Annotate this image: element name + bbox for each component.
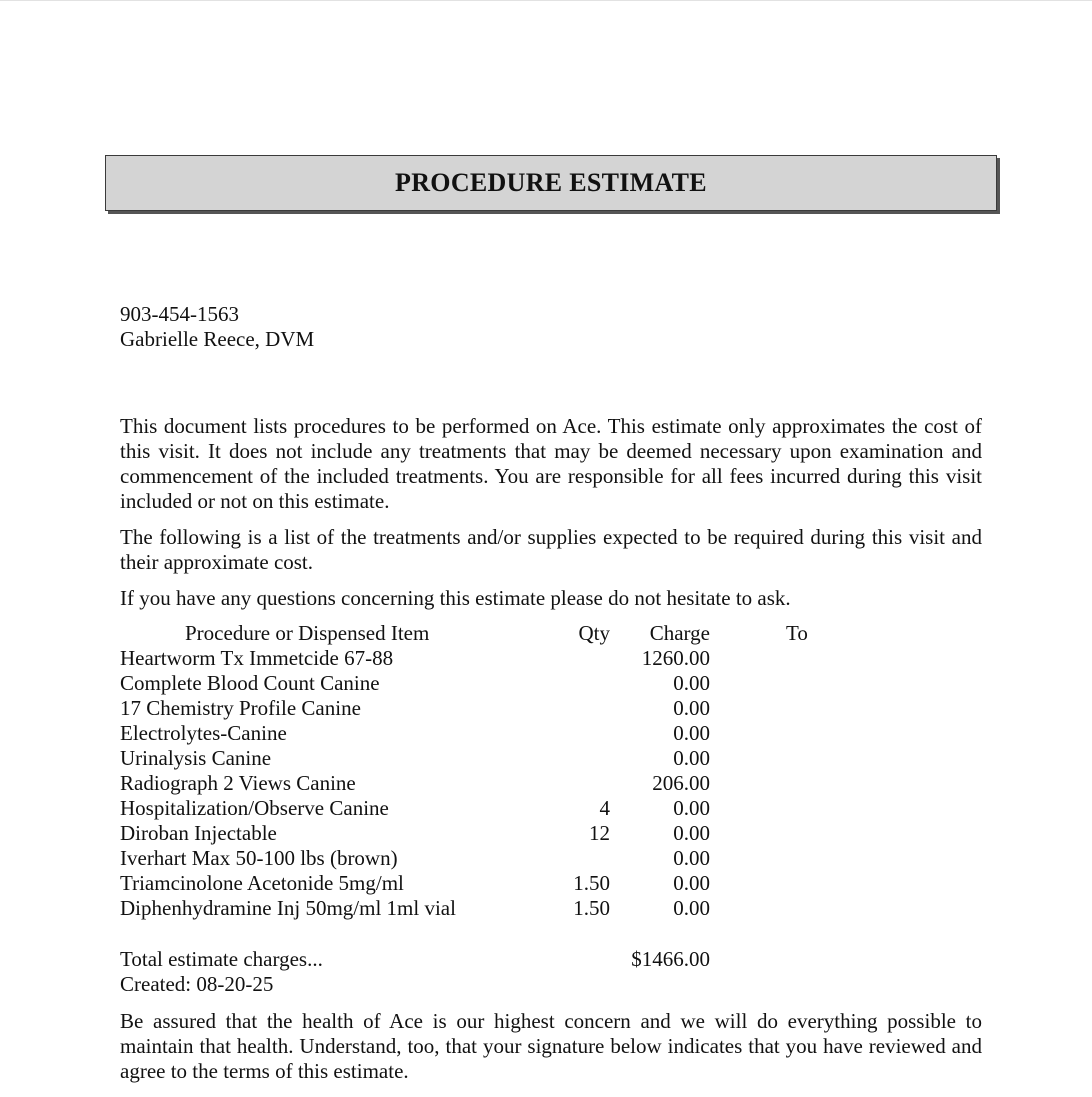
row-qty: 1.50 [573,871,610,895]
table-row [120,746,840,771]
intro-paragraph: This document lists procedures to be performed on Ace. This estimate only approximates the cost of this visit. It does not include any treatments that may be deemed necessary upon examination and commencement of the included treatments. You are responsible for all fees incurred during this visit included or not on this estimate. [120,414,982,513]
closing-paragraph: Be assured that the health of Ace is our highest concern and we will do everything possible to maintain that health. Understand, too, that your signature below indicates that you have reviewed and agree to the terms of this estimate. [120,1009,982,1083]
created-date: Created: 08-20-25 [120,972,274,996]
table-row [120,821,840,846]
estimate-table [120,621,840,921]
row-item: Hospitalization/Observe Canine [120,796,389,820]
table-row [120,846,840,871]
questions-paragraph: If you have any questions concerning this estimate please do not hesitate to ask. [120,586,791,610]
table-row [120,646,840,671]
title-banner [105,155,997,211]
row-item: Iverhart Max 50-100 lbs (brown) [120,846,398,870]
table-row [120,671,840,696]
total-row [120,947,840,972]
page-title: PROCEDURE ESTIMATE [395,168,707,197]
row-item: Diphenhydramine Inj 50mg/ml 1ml vial [120,896,456,920]
contact-block [120,302,314,352]
row-qty: 12 [589,821,610,845]
total-label: Total estimate charges... [120,947,323,971]
header-total: To [786,621,808,645]
row-item: Radiograph 2 Views Canine [120,771,356,795]
row-charge: 0.00 [673,871,710,895]
page-top-rule [0,0,1092,1]
header-charge: Charge [649,621,710,645]
table-row [120,696,840,721]
row-item: 17 Chemistry Profile Canine [120,696,361,720]
table-row [120,871,840,896]
created-row [120,972,840,997]
doctor-name: Gabrielle Reece, DVM [120,327,315,351]
header-qty: Qty [578,621,610,645]
row-charge: 0.00 [673,746,710,770]
total-value: $1466.00 [631,947,710,971]
row-charge: 0.00 [673,696,710,720]
table-row [120,771,840,796]
table-header-row [120,621,840,646]
row-charge: 0.00 [673,821,710,845]
header-item: Procedure or Dispensed Item [185,621,430,645]
row-item: Triamcinolone Acetonide 5mg/ml [120,871,404,895]
row-item: Electrolytes-Canine [120,721,287,745]
clinic-phone: 903-454-1563 [120,302,239,326]
row-item: Urinalysis Canine [120,746,272,770]
list-intro-paragraph: The following is a list of the treatments and/or supplies expected to be required during this visit and their approximate cost. [120,525,982,574]
row-charge: 0.00 [673,721,710,745]
row-charge: 0.00 [673,846,710,870]
row-charge: 0.00 [673,671,710,695]
totals-block [120,947,840,997]
table-row [120,721,840,746]
row-item: Heartworm Tx Immetcide 67-88 [120,646,394,670]
row-item: Complete Blood Count Canine [120,671,380,695]
row-charge: 1260.00 [641,646,710,670]
row-charge: 0.00 [673,796,710,820]
row-item: Diroban Injectable [120,821,277,845]
table-row [120,796,840,821]
row-charge: 0.00 [673,896,710,920]
row-qty: 1.50 [573,896,610,920]
row-charge: 206.00 [652,771,710,795]
table-row [120,896,840,921]
row-qty: 4 [599,796,610,820]
